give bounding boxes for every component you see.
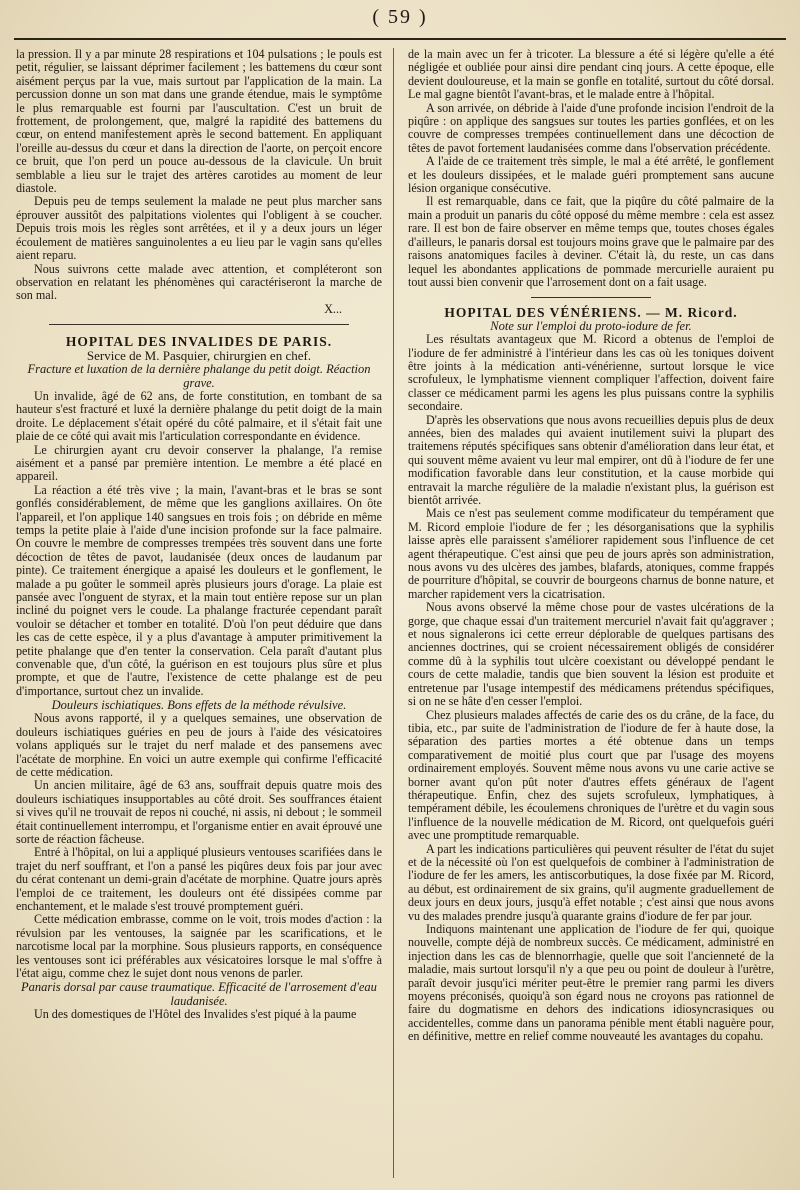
right-column: [408, 48, 774, 1180]
paragraph: Indiquons maintenant une application de l'iodure de fer qui, quoique nouvelle, compte déjà de nombreux succès. Ce médicament, administré en injection dans les cas de blennorrhagie, quelle que soit l'ancienneté de la maladie, mais surtout lorsqu'il n'y a que peu ou point de douleur à l'urètre, paraît devoir jusqu'ici mériter peut-être le premier rang parmi les divers moyens préconisés, quoiqu'à son égard nous ne croyons pas rationnel de faire du dogmatisme en dehors des indications idiosyncrasiques ou accidentelles, comme dans un panorama pénible ment établi naguère pour, en définitive, mettre en relief comme nouveauté les avantages du copahu.: [408, 922, 774, 1044]
paragraph: Un ancien militaire, âgé de 63 ans, souffrait depuis quatre mois des douleurs ischiatiques insupportables au côté droit. Ses souffrances étaient si vives qu'il ne trouvait de repos ni couché, ni assis, ni debout ; le sommeil était continuellement interrompu, et l'organisme entier en avait éprouvé une sorte de réaction fâcheuse.: [16, 778, 382, 846]
paragraph: Un des domestiques de l'Hôtel des Invalides s'est piqué à la paume: [34, 1007, 357, 1022]
paragraph: Mais ce n'est pas seulement comme modificateur du tempérament que M. Ricord emploie l'iodure de fer ; les désorganisations que la syphilis laisse après elle paraissent s'améliorer rapidement sous l'influence de cet agent thérapeutique. C'est ainsi que peu de jours après son administration, nous avons vu des ulcères des jambes, blafards, atoniques, comme frappés de pourriture d'hôpital, se couvrir de bourgeons charnus de bonne nature, et marcher rapidement vers la cicatrisation.: [408, 506, 774, 601]
paragraph: Entré à l'hôpital, on lui a appliqué plusieurs ventouses scarifiées dans le trajet du nerf souffrant, et l'on a pansé les piqûres deux fois par jour avec du cérat contenant un demi-grain d'acétate de morphine. Quatre jours après l'emploi de ce traitement, les douleurs ont été dissipées comme par enchantement, et le malade s'est trouvé promptement guéri.: [16, 845, 382, 913]
paragraph: Un invalide, âgé de 62 ans, de forte constitution, en tombant de sa hauteur s'est fracturé et luxé la dernière phalange du petit doigt de la main droite. Le déplacement s'était opéré du côté palmaire, et il s'était fait une plaie de ce côté qui avait mis l'articulation correspondante en évidence.: [16, 388, 382, 444]
paragraph: Il est remarquable, dans ce fait, que la piqûre du côté palmaire de la main a produit un panaris du côté opposé du même membre : cela est assez rare. Il est bon de faire observer en même temps que, toutes choses égales d'ailleurs, le panaris dorsal est toujours moins grave que le palmaire par des raisons anatomiques faciles à deviner. C'était là, du reste, un cas dans lequel les abondantes applications de pommade mercurielle auraient pu tout aussi bien convenir que l'arrosement dont on a fait usage.: [408, 194, 774, 289]
paragraph: Nous suivrons cette malade avec attention, et compléteront son observation en relatant les phénomènes qui caractériseront la marche de son mal.: [16, 261, 382, 303]
paragraph: Chez plusieurs malades affectés de carie des os du crâne, de la face, du tibia, etc., par suite de l'administration de l'iodure de fer à haute dose, la séparation des parties mortes a été obtenue dans un temps comparativement de moitié plus court que par l'usage des moyens ordinairement employés. Souvent même nous avons vu une carie active se borner avant qu'on pût noter d'autres effets généraux de l'agent thérapeutique. Enfin, chez des sujets scrofuleux, lymphatiques, à tempérament débile, les écoulemens chroniques de l'urètre et du vagin sous l'influence de la nouvelle médication de M. Ricord, ont quelquefois guéri avec une promptitude remarquable.: [408, 707, 774, 843]
paragraph: Les résultats avantageux que M. Ricord a obtenus de l'emploi de l'iodure de fer administré à l'intérieur dans les cas où les toniques doivent être joints à la médication anti-vénérienne, surtout lorsque le vice scrofuleux, le lymphatisme viennent compliquer l'affection, doivent faire classer ce médicament parmi les agens les plus puissans contre la syphilis secondaire.: [408, 332, 774, 414]
case-subheading: Douleurs ischiatiques. Bons effets de la méthode révulsive.: [51, 698, 347, 713]
service-line: Service de M. Pasquier, chirurgien en chef.: [86, 347, 312, 363]
paragraph: Cette médication embrasse, comme on le voit, trois modes d'action : la révulsion par les ventouses, la saignée par les scarifications, et le narcotisme local par la morphine. Sous plusieurs rapports, en conséquence les ventouses sont ici préférables aux vésicatoires lorsque le mal s'offre à l'état aigu, comme chez le sujet dont nous venons de parler.: [16, 912, 382, 980]
case-subheading: Panaris dorsal par cause traumatique. Efficacité de l'arrosement d'eau laudanisée.: [21, 980, 377, 1009]
section-separator: [49, 324, 349, 325]
left-column: [16, 48, 382, 1180]
note-heading: Note sur l'emploi du proto-iodure de fer.: [490, 318, 692, 333]
column-divider: [393, 48, 394, 1178]
paragraph: A part les indications particulières qui peuvent résulter de l'état du sujet et de la nécessité où l'on est quelquefois de combiner à l'administration de l'iodure de fer les amers, les antiscorbutiques, la dose fixée par M. Ricord, au début, est ordinairement de six grains, qu'il augmente graduellement de deux jours en deux jours, jusqu'à effet notable ; c'est ainsi que nous avons vu des malades prendre jusqu'à quarante grains d'iodure de fer par jour.: [408, 841, 774, 923]
section-separator: [531, 297, 651, 298]
paragraph: Nous avons rapporté, il y a quelques semaines, une observation de douleurs ischiatiques guéries en peu de jours à l'aide des vésicatoires volans appliqués sur le trajet du nerf malade et des pansemens avec l'acétate de morphine. En voici un autre exemple qui confirme l'efficacité de cette médication.: [16, 711, 382, 779]
paragraph: Depuis peu de temps seulement la malade ne peut plus marcher sans éprouver aussitôt des palpitations violentes qui l'obligent à se coucher. Depuis trois mois les règles sont arrêtées, et il y a deux jours un léger écoulement de matières sanguinolentes a eu lieu par le vagin sans qu'elles aient reparu.: [16, 194, 382, 263]
case-subheading: Fracture et luxation de la dernière phalange du petit doigt. Réaction grave.: [27, 361, 371, 390]
top-rule: [14, 38, 786, 40]
paragraph: A son arrivée, on débride à l'aide d'une profonde incision l'endroit de la piqûre : on applique des sangsues sur toutes les parties gonflées, et on les couvre de compresses trempées continuellement dans une décoction de têtes de pavot fortement laudanisées comme dans l'observation précédente.: [408, 100, 774, 155]
paragraph: A l'aide de ce traitement très simple, le mal a été arrêté, le gonflement et les douleurs dissipées, et le malade guéri promptement sans aucune lésion organique consécutive.: [408, 154, 774, 196]
paragraph: La réaction a été très vive ; la main, l'avant-bras et le bras se sont gonflés considérablement, de même que les ganglions axillaires. On ôte l'appareil, et l'on applique 140 sangsues en trois fois ; on débride en même temps la petite plaie à l'aide d'une incision profonde sur la face palmaire. On couvre le membre de compresses trempées très souvent dans une forte décoction de têtes de pavot, laudanisée (deux onces de laudanum par pinte). Ce traitement énergique a apaisé les douleurs et le gonflement, le malade a pu goûter le sommeil après plusieurs jours d'orage. La plaie est pansée avec l'onguent de styrax, et la main tout entière repose sur un plan incliné du poignet vers le coude. La phalange fracturée cependant paraît vouloir se détacher et tomber en totalité. D'où l'on peut déduire que dans les cas de cette espèce, il y a plus d'avantage à amputer primitivement la petite phalange que d'en tenter la conservation. Cela paraît d'autant plus convenable que, d'un côté, la guérison en est toujours plus sûre et plus prompte, et que de l'autre, l'existence de cette phalange est de peu d'importance, surtout chez un invalide.: [16, 482, 382, 698]
hospital-title: HOPITAL DES VÉNÉRIENS. — M. Ricord.: [444, 305, 738, 321]
paragraph: D'après les observations que nous avons recueillies depuis plus de deux années, bien des malades qui avaient inutilement suivi la plupart des traitemens réputés spécifiques sans obtenir d'amélioration dans leur état, et qui souvent même avaient vu leur mal empirer, ont dû à l'iodure de fer une modification favorable dans leur constitution, et la cause morbide qui entravait la marche régulière de la maladie n'existant plus, la guérison est bientôt arrivée.: [408, 412, 774, 507]
page-number: ( 59 ): [372, 6, 428, 28]
paragraph: Nous avons observé la même chose pour de vastes ulcérations de la gorge, que chaque essai d'un traitement mercuriel n'avait fait qu'aggraver ; et nous signalerons ici cette erreur déplorable de quelques partisans des anciennes doctrines, qui se croient nécessairement obligés de considérer comme dû à la syphilis tout ulcère coexistant ou développé pendant le cours de cette maladie, tandis que bien souvent la lésion est produite et entretenue par l'usage intempestif des médicamens prétendus spécifiques, si on ne se hâte d'en cesser l'emploi.: [408, 600, 774, 709]
author-signature: X...: [324, 301, 342, 316]
paragraph: la pression. Il y a par minute 28 respirations et 104 pulsations ; le pouls est petit, régulier, se laissant déprimer facilement ; les battemens du cœur sont aisément perçus par la vue, mais surtout par l'application de la main. La percussion donne un son mat dans une grande étendue, mais le symptôme le plus remarquable est fourni par l'auscultation. C'est un bruit de frottement, de prolongement, que, malgré la rapidité des battemens du cœur, on entend manifestement après le second battement. En appliquant l'oreille au-dessus du cœur et dans la direction de l'aorte, on perçoit encore ce bruit, que l'on perd un pouce au-dessous de la clavicule. Un bruit semblable a lieu sur le trajet des artères carotides au moment de leur diastole.: [16, 48, 382, 196]
paragraph: de la main avec un fer à tricoter. La blessure a été si légère qu'elle a été négligée et oubliée pour ainsi dire pendant cinq jours. A cette époque, elle devient douloureuse, et la main se gonfle en totalité, surtout du côté dorsal. Le mal gagne bientôt l'avant-bras, et le malade entre à l'hôpital.: [408, 48, 774, 102]
paragraph: Le chirurgien ayant cru devoir conserver la phalange, l'a remise aisément et a pansé par première intention. Le membre a été placé en appareil.: [16, 442, 382, 484]
hospital-title: HOPITAL DES INVALIDES DE PARIS.: [65, 334, 333, 350]
